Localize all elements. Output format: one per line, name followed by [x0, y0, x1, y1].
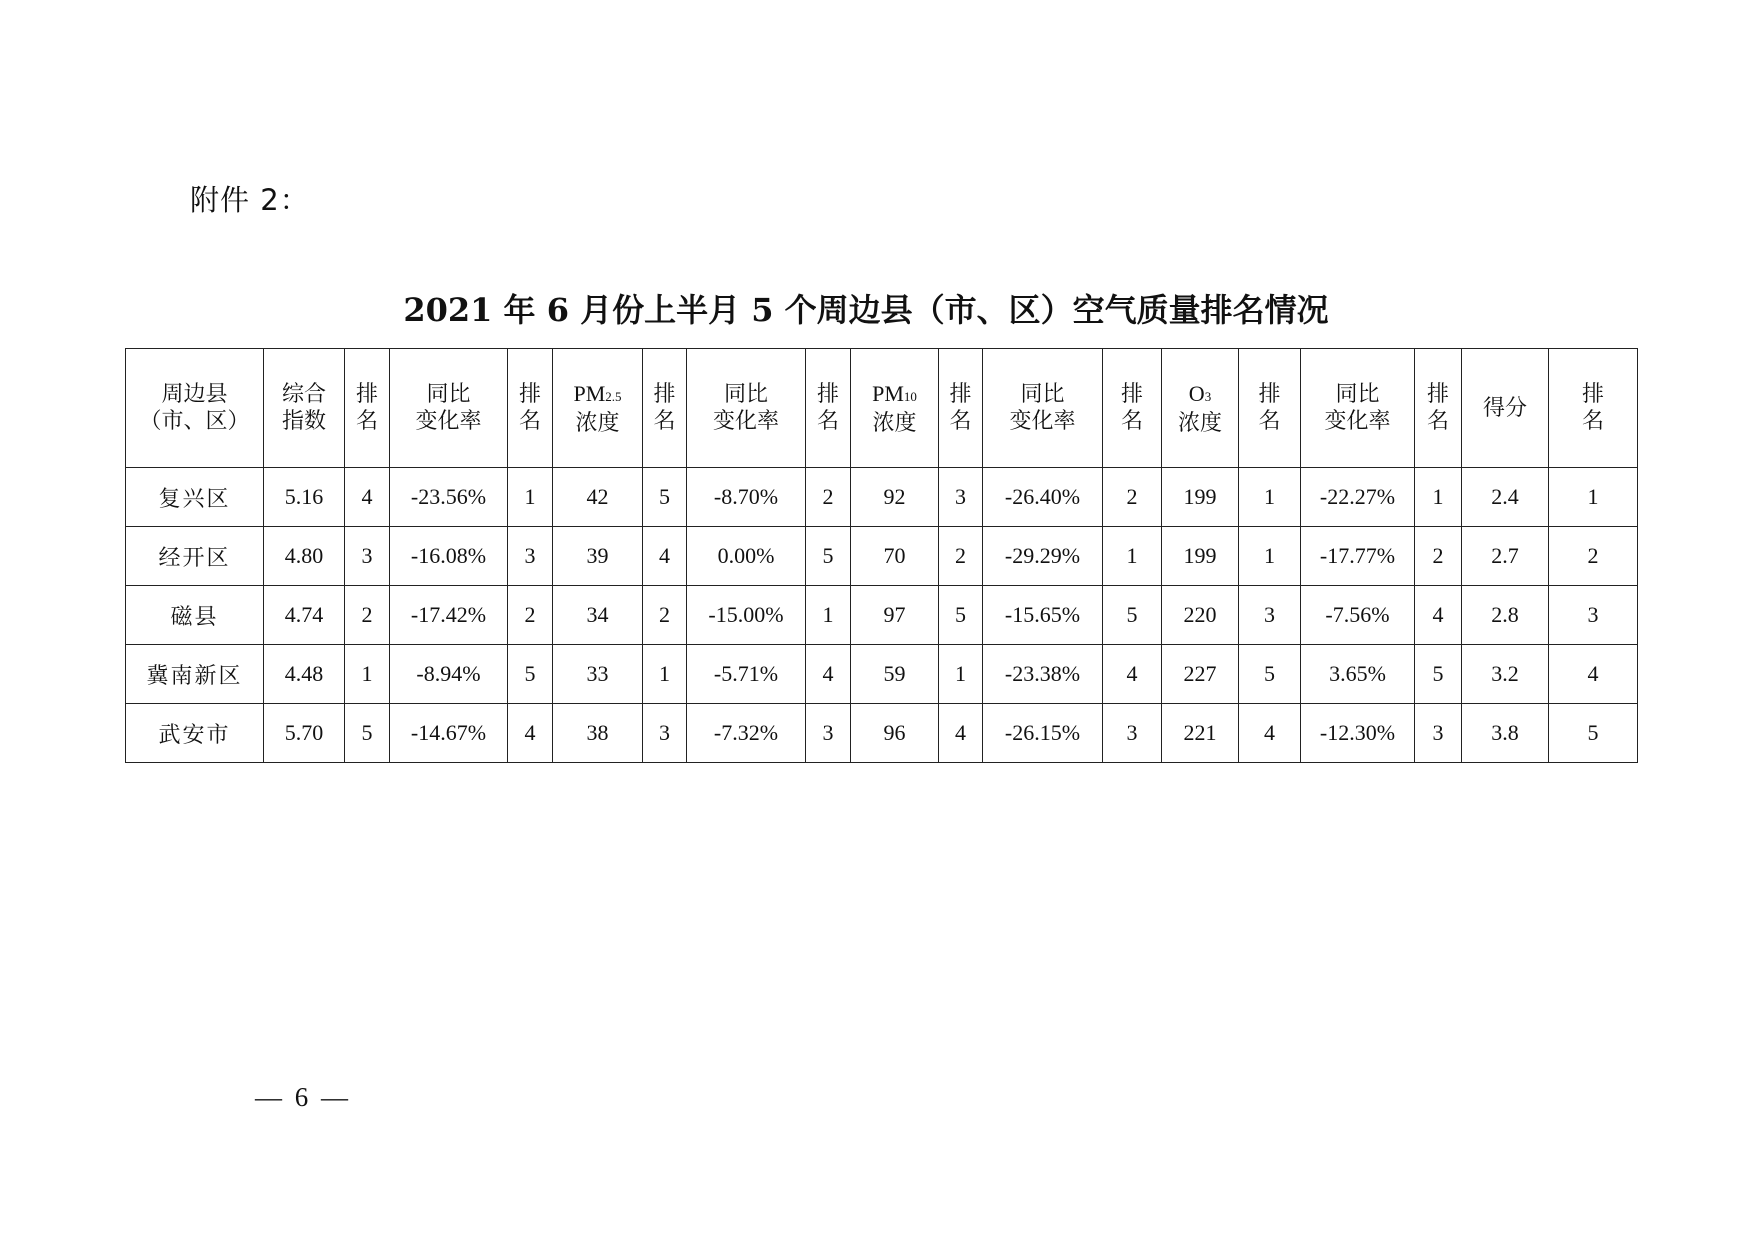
header-yoy-line2: 变化率 [415, 409, 482, 434]
header-rank-pm10 [939, 349, 983, 468]
cell-o3-rank: 1 [1239, 527, 1301, 586]
header-rank-line1: 排 [1258, 382, 1281, 407]
cell-composite-yoy: -14.67% [390, 704, 508, 763]
cell-composite-rank: 2 [345, 586, 390, 645]
header-rank-line2: 名 [1581, 409, 1604, 434]
cell-pm10-rank: 1 [939, 645, 983, 704]
cell-county-name: 经开区 [126, 527, 264, 586]
cell-pm25-rank: 5 [643, 468, 687, 527]
cell-pm25-yoy-rank: 4 [806, 645, 851, 704]
cell-composite-rank: 5 [345, 704, 390, 763]
cell-score-rank: 1 [1549, 468, 1638, 527]
cell-o3-rank: 3 [1239, 586, 1301, 645]
header-rank-line2: 名 [949, 409, 972, 434]
cell-composite-rank: 3 [345, 527, 390, 586]
cell-o3-value: 220 [1162, 586, 1239, 645]
cell-score-value: 2.7 [1462, 527, 1549, 586]
cell-score-value: 2.8 [1462, 586, 1549, 645]
cell-composite-yoy: -23.56% [390, 468, 508, 527]
cell-o3-yoy: -22.27% [1301, 468, 1415, 527]
header-o3-label [1162, 380, 1238, 410]
header-yoy-pm10 [983, 349, 1103, 468]
table-row [126, 704, 1638, 763]
cell-score-value: 3.2 [1462, 645, 1549, 704]
header-rank-pm25 [643, 349, 687, 468]
cell-pm10-yoy: -23.38% [983, 645, 1103, 704]
header-yoy-line1: 同比 [723, 382, 768, 407]
header-yoy-composite [390, 349, 508, 468]
cell-composite-index: 4.48 [264, 645, 345, 704]
cell-o3-rank: 4 [1239, 704, 1301, 763]
cell-o3-yoy: -12.30% [1301, 704, 1415, 763]
cell-score-rank: 2 [1549, 527, 1638, 586]
header-rank-score [1549, 349, 1638, 468]
cell-composite-yoy: -8.94% [390, 645, 508, 704]
header-rank-line1: 排 [949, 382, 972, 407]
header-pm10-unit: 浓度 [872, 410, 917, 436]
page-number: — 6 — [255, 1082, 351, 1112]
cell-pm25-rank: 2 [643, 586, 687, 645]
attachment-label: 附件 2： [190, 183, 310, 217]
document-title: 2021 年 6 月份上半月 5 个周边县（市、区）空气质量排名情况 [403, 291, 1329, 329]
header-pm25-label [553, 380, 642, 410]
header-rank-line1: 排 [816, 382, 839, 407]
cell-pm10-yoy: -26.15% [983, 704, 1103, 763]
cell-pm25-value: 39 [553, 527, 643, 586]
cell-o3-yoy-rank: 2 [1415, 527, 1462, 586]
cell-pm10-yoy-rank: 2 [1103, 468, 1162, 527]
cell-composite-yoy-rank: 3 [508, 527, 553, 586]
header-rank-yoy-pm25 [806, 349, 851, 468]
header-yoy-line2: 变化率 [712, 409, 779, 434]
cell-composite-yoy: -17.42% [390, 586, 508, 645]
air-quality-ranking-table [125, 348, 1638, 763]
cell-pm10-yoy-rank: 5 [1103, 586, 1162, 645]
cell-pm25-yoy: -8.70% [687, 468, 806, 527]
cell-composite-index: 5.70 [264, 704, 345, 763]
header-yoy-line2: 变化率 [1324, 409, 1391, 434]
header-pm25-concentration [553, 349, 643, 468]
header-pm25-unit: 浓度 [575, 410, 620, 436]
cell-pm25-yoy-rank: 1 [806, 586, 851, 645]
cell-pm25-yoy: -15.00% [687, 586, 806, 645]
header-rank-line2: 名 [518, 409, 541, 434]
header-composite-line1: 综合 [281, 382, 326, 407]
cell-pm10-yoy-rank: 3 [1103, 704, 1162, 763]
header-rank-line1: 排 [653, 382, 676, 407]
header-pm10-sub: 10 [903, 388, 917, 404]
header-pm10-main: PM [872, 380, 904, 406]
cell-pm25-rank: 4 [643, 527, 687, 586]
header-rank-line2: 名 [816, 409, 839, 434]
header-yoy-line1: 同比 [426, 382, 471, 407]
header-county [126, 349, 264, 468]
cell-score-rank: 5 [1549, 704, 1638, 763]
cell-composite-index: 5.16 [264, 468, 345, 527]
cell-composite-yoy-rank: 1 [508, 468, 553, 527]
cell-pm10-value: 97 [851, 586, 939, 645]
cell-o3-yoy: 3.65% [1301, 645, 1415, 704]
table-row [126, 586, 1638, 645]
cell-o3-value: 221 [1162, 704, 1239, 763]
cell-score-rank: 3 [1549, 586, 1638, 645]
cell-o3-value: 199 [1162, 468, 1239, 527]
cell-score-rank: 4 [1549, 645, 1638, 704]
cell-pm25-value: 42 [553, 468, 643, 527]
header-score-label: 得分 [1482, 395, 1527, 421]
cell-pm10-rank: 5 [939, 586, 983, 645]
cell-o3-yoy-rank: 4 [1415, 586, 1462, 645]
cell-score-value: 3.8 [1462, 704, 1549, 763]
cell-composite-yoy-rank: 2 [508, 586, 553, 645]
header-rank-line2: 名 [653, 409, 676, 434]
cell-pm25-yoy: -7.32% [687, 704, 806, 763]
header-rank-line1: 排 [518, 382, 541, 407]
cell-composite-yoy-rank: 4 [508, 704, 553, 763]
cell-pm10-yoy: -15.65% [983, 586, 1103, 645]
header-rank-line1: 排 [1426, 382, 1449, 407]
header-rank-composite [345, 349, 390, 468]
cell-composite-index: 4.80 [264, 527, 345, 586]
cell-pm25-rank: 1 [643, 645, 687, 704]
header-composite-line2: 指数 [281, 409, 326, 434]
cell-o3-value: 199 [1162, 527, 1239, 586]
cell-pm25-yoy: 0.00% [687, 527, 806, 586]
cell-o3-yoy-rank: 3 [1415, 704, 1462, 763]
cell-pm10-yoy: -29.29% [983, 527, 1103, 586]
header-pm10-concentration [851, 349, 939, 468]
cell-o3-yoy: -17.77% [1301, 527, 1415, 586]
cell-pm25-rank: 3 [643, 704, 687, 763]
cell-county-name: 武安市 [126, 704, 264, 763]
header-pm10-label [851, 380, 938, 410]
header-rank-line1: 排 [1581, 382, 1604, 407]
table-row [126, 468, 1638, 527]
cell-pm25-yoy-rank: 3 [806, 704, 851, 763]
header-o3-main: O [1188, 380, 1205, 406]
cell-pm10-value: 96 [851, 704, 939, 763]
header-yoy-o3 [1301, 349, 1415, 468]
cell-pm10-rank: 4 [939, 704, 983, 763]
header-o3-sub: 3 [1204, 388, 1212, 404]
header-county-line1: 周边县 [161, 382, 228, 407]
cell-county-name: 冀南新区 [126, 645, 264, 704]
cell-o3-value: 227 [1162, 645, 1239, 704]
cell-pm10-yoy: -26.40% [983, 468, 1103, 527]
header-score [1462, 349, 1549, 468]
table-row [126, 527, 1638, 586]
header-yoy-line2: 变化率 [1009, 409, 1076, 434]
cell-composite-rank: 4 [345, 468, 390, 527]
cell-o3-yoy: -7.56% [1301, 586, 1415, 645]
cell-o3-yoy-rank: 1 [1415, 468, 1462, 527]
cell-pm25-value: 38 [553, 704, 643, 763]
header-county-line2: （市、区） [139, 409, 250, 434]
cell-pm25-value: 34 [553, 586, 643, 645]
cell-pm10-yoy-rank: 1 [1103, 527, 1162, 586]
table-row [126, 645, 1638, 704]
cell-pm25-yoy-rank: 5 [806, 527, 851, 586]
cell-county-name: 磁县 [126, 586, 264, 645]
cell-pm10-rank: 2 [939, 527, 983, 586]
header-rank-yoy-pm10 [1103, 349, 1162, 468]
cell-o3-rank: 5 [1239, 645, 1301, 704]
header-rank-line2: 名 [355, 409, 378, 434]
header-pm25-main: PM [573, 380, 606, 406]
header-o3-unit: 浓度 [1177, 410, 1222, 436]
header-rank-line1: 排 [1120, 382, 1143, 407]
cell-county-name: 复兴区 [126, 468, 264, 527]
header-yoy-line1: 同比 [1020, 382, 1065, 407]
header-rank-o3 [1239, 349, 1301, 468]
cell-composite-index: 4.74 [264, 586, 345, 645]
cell-o3-rank: 1 [1239, 468, 1301, 527]
cell-composite-yoy-rank: 5 [508, 645, 553, 704]
header-rank-line2: 名 [1120, 409, 1143, 434]
header-rank-yoy-o3 [1415, 349, 1462, 468]
cell-pm25-value: 33 [553, 645, 643, 704]
cell-composite-rank: 1 [345, 645, 390, 704]
header-yoy-pm25 [687, 349, 806, 468]
table-header-row [126, 349, 1638, 468]
cell-pm10-rank: 3 [939, 468, 983, 527]
header-rank-line2: 名 [1258, 409, 1281, 434]
cell-composite-yoy: -16.08% [390, 527, 508, 586]
header-yoy-line1: 同比 [1335, 382, 1380, 407]
header-rank-yoy-composite [508, 349, 553, 468]
cell-pm25-yoy-rank: 2 [806, 468, 851, 527]
cell-pm10-yoy-rank: 4 [1103, 645, 1162, 704]
header-o3-concentration [1162, 349, 1239, 468]
header-pm25-sub: 2.5 [605, 388, 622, 404]
header-composite-index [264, 349, 345, 468]
table-body [126, 468, 1638, 763]
header-rank-line1: 排 [355, 382, 378, 407]
cell-pm10-value: 70 [851, 527, 939, 586]
header-rank-line2: 名 [1426, 409, 1449, 434]
cell-o3-yoy-rank: 5 [1415, 645, 1462, 704]
cell-pm25-yoy: -5.71% [687, 645, 806, 704]
cell-score-value: 2.4 [1462, 468, 1549, 527]
cell-pm10-value: 92 [851, 468, 939, 527]
cell-pm10-value: 59 [851, 645, 939, 704]
